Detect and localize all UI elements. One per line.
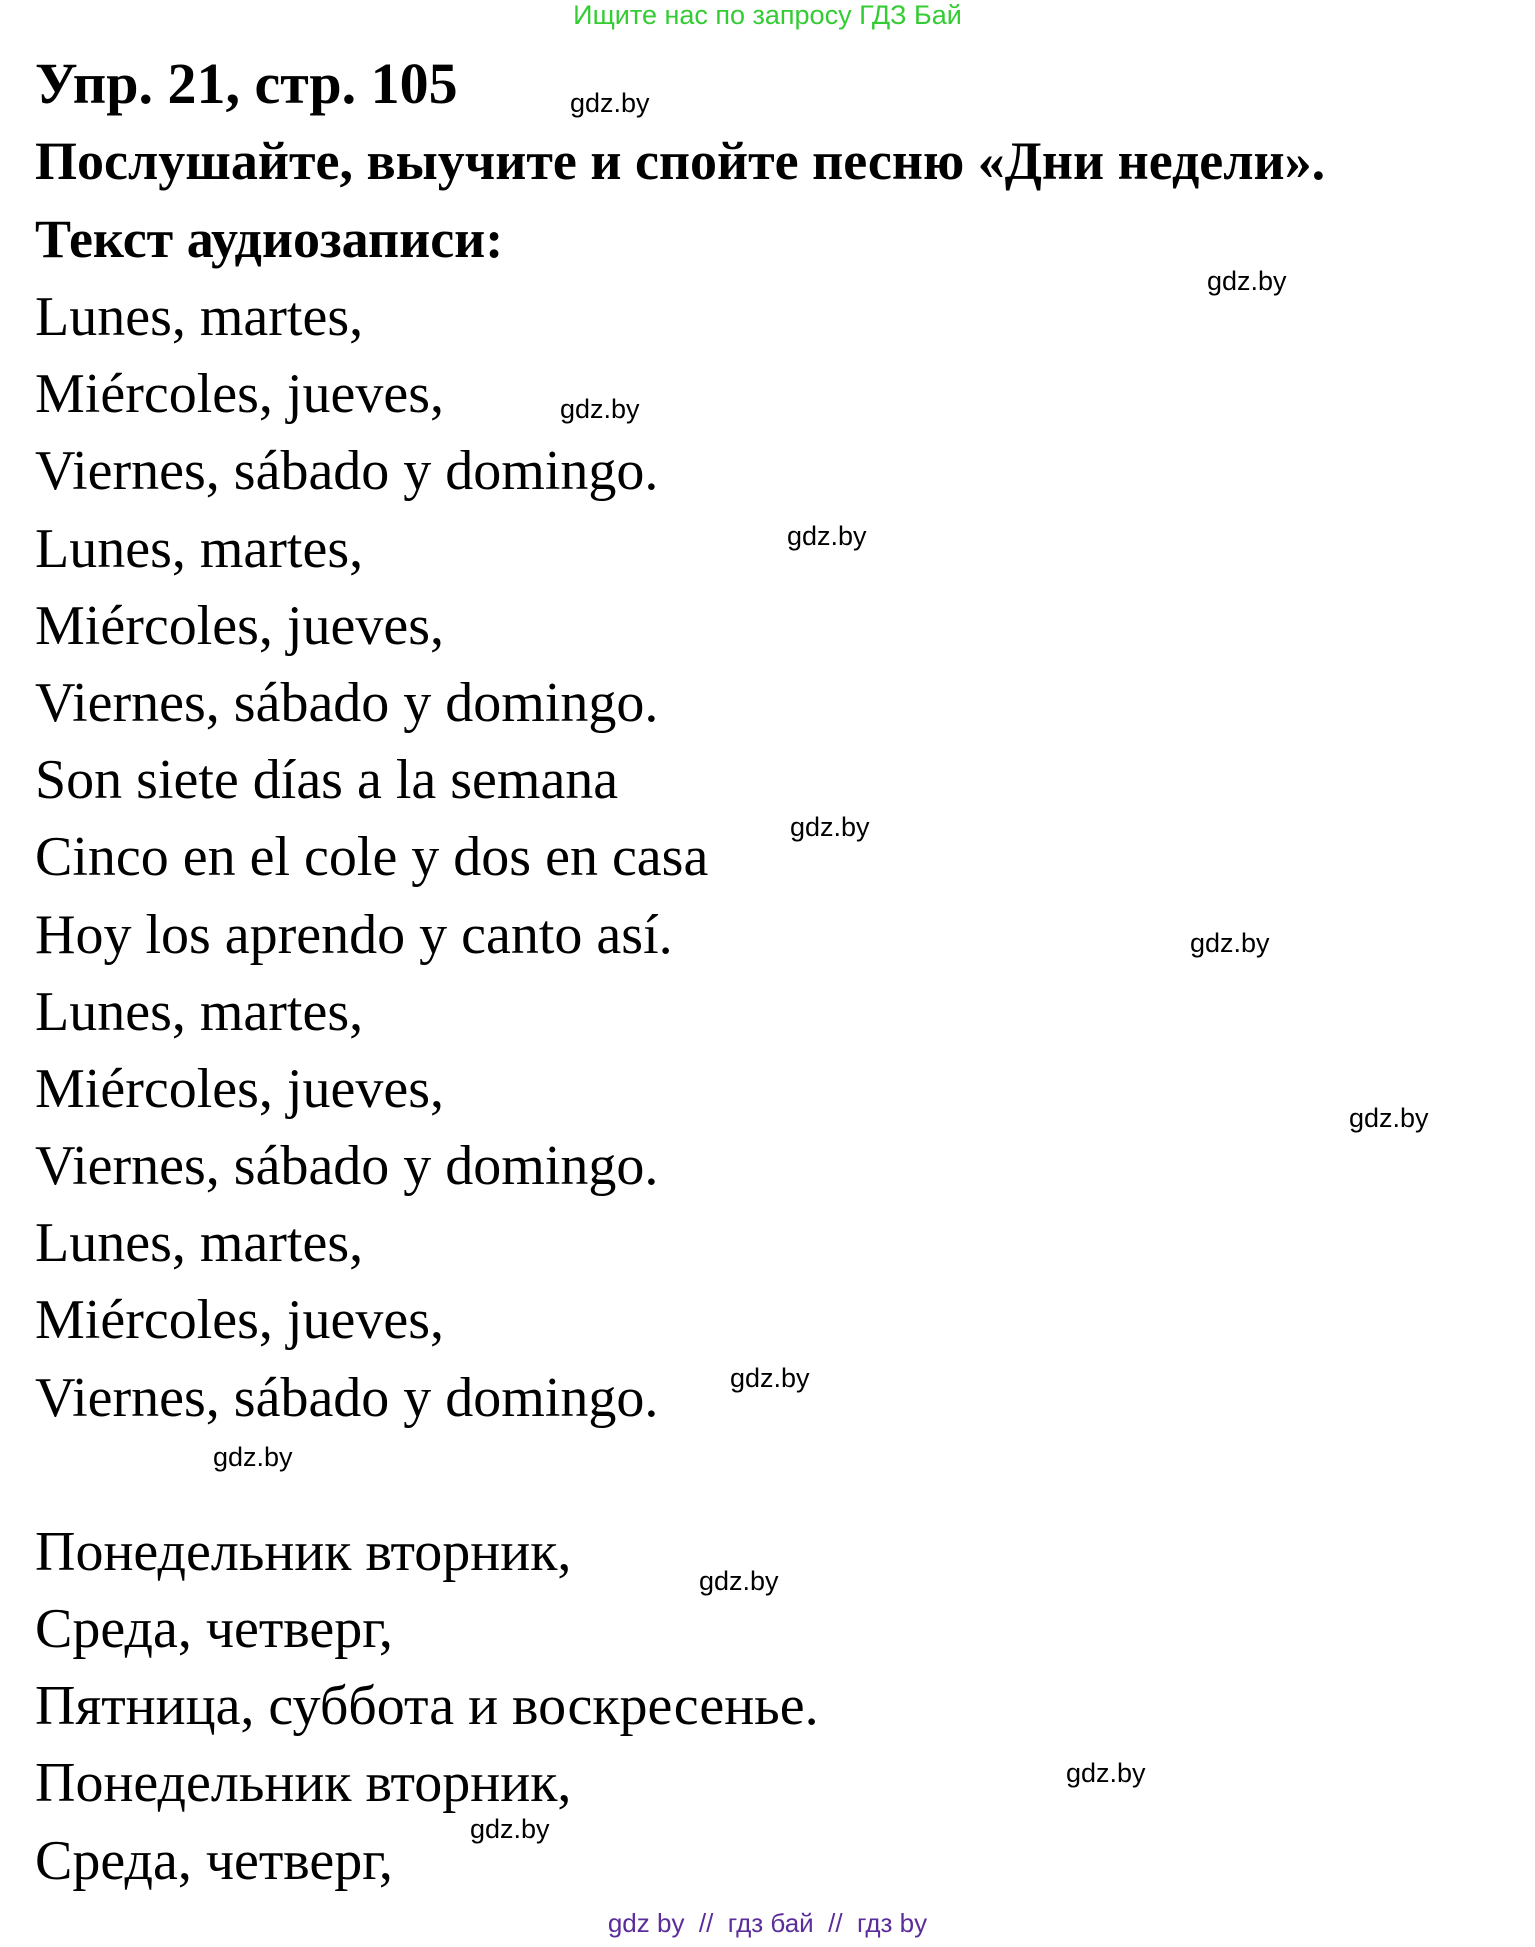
translation-line: Среда, четверг, xyxy=(35,1829,393,1892)
lyric-line: Miércoles, jueves, xyxy=(35,594,444,657)
lyric-line: Miércoles, jueves, xyxy=(35,363,444,426)
lyric-line: Miércoles, jueves, xyxy=(35,1289,444,1352)
watermark: gdz.by xyxy=(470,1814,550,1844)
watermark: gdz.by xyxy=(790,812,870,842)
song-lyrics xyxy=(35,279,819,1900)
lyric-line: Cinco en el cole y dos en casa xyxy=(35,826,709,889)
translation-line: Среда, четверг, xyxy=(35,1598,393,1660)
watermark: gdz.by xyxy=(1066,1758,1146,1788)
lyric-line: Viernes, sábado y domingo. xyxy=(35,1135,659,1198)
lyric-line: Lunes, martes, xyxy=(35,286,364,348)
search-hint-banner: Ищите нас по запросу ГДЗ Бай xyxy=(573,0,962,30)
watermark: gdz.by xyxy=(787,521,867,551)
lyric-line: Hoy los aprendo y canto así. xyxy=(35,903,673,966)
translation-line: Понедельник вторник, xyxy=(35,1752,572,1815)
watermark: gdz.by xyxy=(730,1363,810,1393)
watermark: gdz.by xyxy=(1190,928,1270,958)
exercise-title: Упр. 21, стр. 105 xyxy=(35,51,458,116)
watermark: gdz.by xyxy=(1349,1103,1429,1133)
audio-transcript-heading: Текст аудиозаписи: xyxy=(35,209,504,269)
lyric-line: Lunes, martes, xyxy=(35,1212,364,1275)
watermark: gdz.by xyxy=(570,88,650,118)
watermark: gdz.by xyxy=(560,394,640,424)
lyric-line: Lunes, martes, xyxy=(35,517,364,580)
lyric-line: Son siete días a la semana xyxy=(35,749,619,812)
footer-links: gdz by // гдз бай // гдз by xyxy=(607,1908,928,1938)
translation-line: Понедельник вторник, xyxy=(35,1520,572,1583)
translation-line: Пятница, суббота и воскресенье. xyxy=(35,1675,819,1738)
watermark: gdz.by xyxy=(699,1566,779,1596)
task-instruction: Послушайте, выучите и спойте песню «Дни недели». xyxy=(35,131,1326,191)
lyric-line: Viernes, sábado y domingo. xyxy=(35,440,659,503)
watermark: gdz.by xyxy=(1207,266,1287,296)
lyric-line: Viernes, sábado y domingo. xyxy=(35,671,659,734)
lyric-line: Viernes, sábado y domingo. xyxy=(35,1366,659,1429)
lyric-line: Miércoles, jueves, xyxy=(35,1057,444,1120)
lyric-line: Lunes, martes, xyxy=(35,980,364,1043)
watermark: gdz.by xyxy=(213,1442,293,1472)
